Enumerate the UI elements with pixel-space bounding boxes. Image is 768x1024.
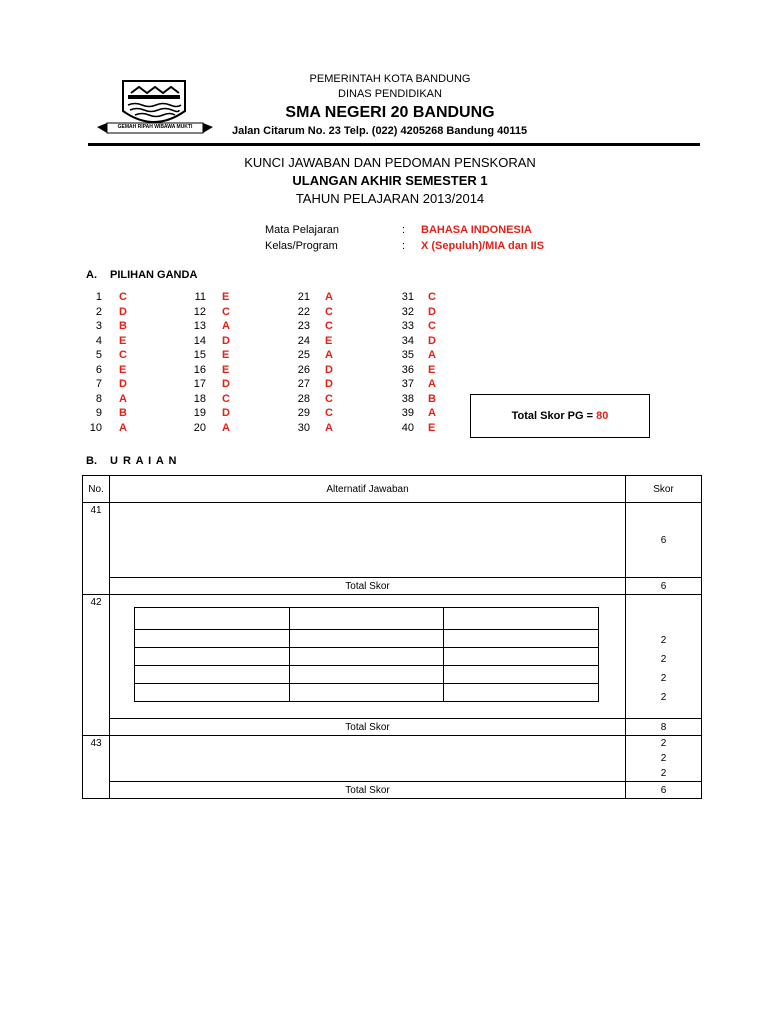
question-number: 23 (297, 320, 310, 332)
answer-key: A (325, 291, 333, 303)
school-logo (95, 75, 215, 145)
item-number: 42 (83, 595, 110, 736)
question-number: 9 (95, 407, 102, 419)
answer-key: A (222, 320, 230, 332)
answer-subtable (134, 607, 599, 702)
question-number: 36 (401, 363, 414, 376)
answer-key: C (325, 320, 333, 332)
answer-key: E (119, 363, 127, 376)
item-score: 2 (660, 673, 667, 684)
total-label: Total Skor (110, 719, 626, 736)
total-label: Total Skor (110, 782, 626, 799)
item-scores (626, 595, 702, 719)
answer-key: D (428, 305, 436, 318)
answer-key: A (428, 349, 436, 361)
answer-cell (110, 736, 626, 782)
essay-table (82, 475, 702, 799)
question-number: 28 (297, 392, 310, 405)
department-name: DINAS PENDIDIKAN (338, 88, 442, 100)
question-number: 2 (95, 305, 102, 318)
question-number: 5 (95, 349, 102, 361)
question-number: 7 (95, 378, 102, 390)
question-number: 27 (297, 378, 310, 390)
question-number: 3 (95, 320, 102, 332)
question-number: 11 (194, 291, 206, 303)
question-number: 19 (193, 407, 206, 419)
item-number: 41 (83, 503, 110, 595)
answer-key: E (222, 349, 230, 361)
answer-key: C (428, 291, 436, 303)
question-number: 31 (401, 291, 414, 303)
answer-cell (110, 503, 626, 578)
answer-key: E (222, 291, 230, 303)
answer-key: C (222, 392, 230, 405)
answer-key: B (119, 407, 127, 419)
table-row (83, 736, 702, 782)
answer-key: E (222, 363, 230, 376)
question-number: 16 (193, 363, 206, 376)
total-score: 8 (626, 719, 702, 736)
table-row (83, 503, 702, 578)
question-number: 22 (297, 305, 310, 318)
question-number: 15 (193, 349, 206, 361)
item-scores (626, 736, 702, 782)
question-number: 40 (401, 421, 414, 434)
question-number: 10 (89, 421, 102, 434)
total-label: Total Skor (110, 578, 626, 595)
answer-cell (110, 595, 626, 719)
answer-key: B (119, 320, 127, 332)
question-number: 26 (297, 363, 310, 376)
answer-key: E (325, 334, 333, 347)
question-number: 35 (401, 349, 414, 361)
question-number: 18 (193, 392, 206, 405)
header-divider (88, 143, 700, 146)
section-b-label: B. (86, 455, 97, 467)
answer-key: A (325, 349, 333, 361)
school-name: SMA NEGERI 20 BANDUNG (285, 104, 495, 121)
question-number: 12 (193, 305, 206, 318)
answer-key: E (428, 363, 436, 376)
question-number: 20 (193, 421, 206, 434)
answer-key: D (325, 363, 333, 376)
class-label: Kelas/Program (265, 240, 338, 252)
answer-key: D (325, 378, 333, 390)
section-b-title: U R A I A N (110, 455, 178, 467)
answer-key: C (325, 407, 333, 419)
question-number: 21 (297, 291, 310, 303)
answer-key: A (119, 421, 127, 434)
question-number: 4 (95, 334, 102, 347)
section-a-title: PILIHAN GANDA (110, 269, 198, 281)
total-row (83, 782, 702, 799)
answer-key: D (119, 305, 127, 318)
total-row (83, 578, 702, 595)
subject-value: BAHASA INDONESIA (421, 224, 532, 236)
item-score: 2 (660, 738, 667, 749)
total-score: 6 (626, 782, 702, 799)
total-pg-label: Total Skor PG = (511, 410, 594, 422)
question-number: 14 (193, 334, 206, 347)
section-a-label: A. (86, 269, 97, 281)
answer-key: E (428, 421, 436, 434)
total-score: 6 (626, 578, 702, 595)
item-score: 6 (626, 503, 702, 578)
question-number: 30 (297, 421, 310, 434)
doc-subtitle: ULANGAN AKHIR SEMESTER 1 (292, 173, 488, 188)
item-score: 2 (660, 692, 667, 703)
class-value: X (Sepuluh)/MIA dan IIS (421, 240, 545, 252)
essay-header-row (83, 476, 702, 503)
school-address: Jalan Citarum No. 23 Telp. (022) 4205268 Bandung 40115 (232, 125, 528, 137)
question-number: 13 (193, 320, 206, 332)
item-score: 2 (660, 768, 667, 779)
doc-year: TAHUN PELAJARAN 2013/2014 (295, 191, 485, 206)
answer-key: A (428, 378, 436, 390)
col-no-header: No. (83, 476, 110, 503)
question-number: 34 (401, 334, 414, 347)
question-number: 37 (401, 378, 414, 390)
logo-motto: GEMAH RIPAH WIBAWA MUKTI (117, 124, 193, 130)
item-score: 2 (660, 753, 667, 764)
answer-key: C (119, 349, 127, 361)
answer-key: C (428, 320, 436, 332)
item-score: 2 (660, 654, 667, 665)
answer-key: C (325, 305, 333, 318)
question-number: 6 (95, 363, 102, 376)
answer-key: D (222, 378, 230, 390)
question-number: 33 (401, 320, 414, 332)
total-pg-value: 80 (596, 410, 609, 422)
government-name: PEMERINTAH KOTA BANDUNG (309, 73, 471, 85)
total-row (83, 719, 702, 736)
answer-key: D (119, 378, 127, 390)
question-number: 1 (95, 291, 102, 303)
answer-key: D (222, 407, 230, 419)
subject-label: Mata Pelajaran (265, 224, 339, 236)
question-number: 38 (401, 392, 414, 405)
doc-title: KUNCI JAWABAN DAN PEDOMAN PENSKORAN (244, 155, 536, 170)
answer-key: A (428, 407, 436, 419)
answer-key: E (119, 334, 127, 347)
answer-key: A (119, 392, 127, 405)
col-score-header: Skor (626, 476, 702, 503)
answer-key: A (325, 421, 333, 434)
crest-icon (95, 75, 215, 145)
question-number: 32 (401, 305, 414, 318)
answer-key: C (325, 392, 333, 405)
question-number: 25 (297, 349, 310, 361)
item-number: 43 (83, 736, 110, 799)
question-number: 17 (193, 378, 206, 390)
answer-key: D (222, 334, 230, 347)
question-number: 8 (95, 392, 102, 405)
total-pg-box (470, 394, 650, 438)
subject-colon: : (402, 224, 406, 236)
question-number: 24 (297, 334, 310, 347)
answer-key: C (222, 305, 230, 318)
answer-key: D (428, 334, 436, 347)
question-number: 39 (401, 407, 414, 419)
answer-key: B (428, 392, 436, 405)
class-colon: : (402, 240, 406, 252)
question-number: 29 (297, 407, 310, 419)
col-answer-header: Alternatif Jawaban (110, 476, 626, 503)
answer-key: A (222, 421, 230, 434)
answer-key: C (119, 291, 127, 303)
table-row (83, 595, 702, 719)
item-score: 2 (660, 635, 667, 646)
